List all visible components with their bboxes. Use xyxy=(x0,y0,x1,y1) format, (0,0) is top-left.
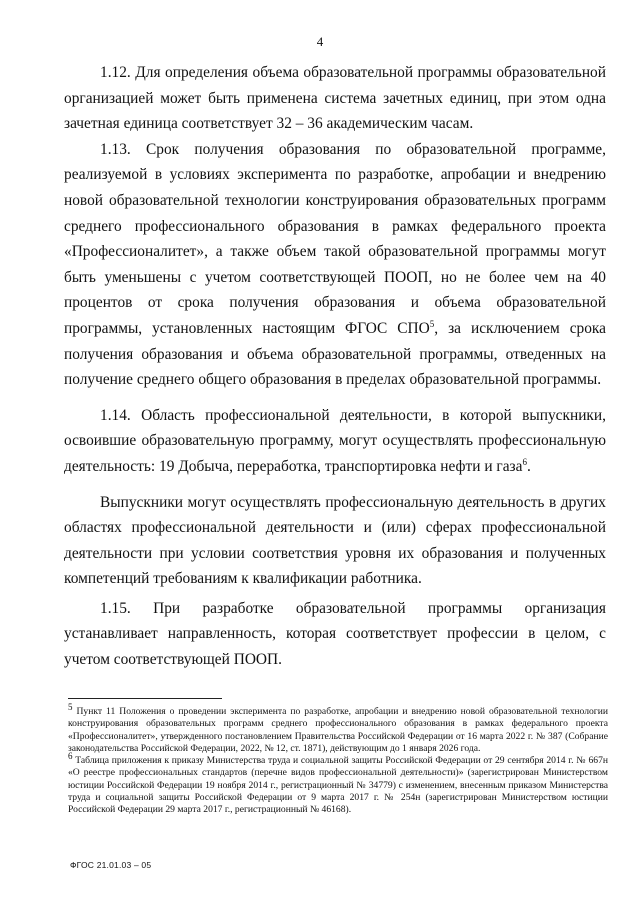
paragraph-1-15: 1.15. При разработке образовательной программы организация устанавливает направленность, которая соответствует профессии в целом, с учетом соответствующей ПООП. xyxy=(64,599,606,669)
footnote-5-text: Пункт 11 Положения о проведении эксперимента по разработке, апробации и внедрению новой образовательной технологии конструирования образовательных программ среднего профессионального образования в рамках федерального проекта «Профессионалитет», утвержденного постановлением Правительства Российской Федерации от 16 марта 2022 г. № 387 (Собрание законодательства Российской Федерации, 2022, № 12, ст. 1871), действующим до 1 января 2026 года. xyxy=(68,706,608,754)
footnote-ref-6: 6 xyxy=(522,456,527,467)
paragraph-1-13-text-end: , за исключением срока получения образования и объема образовательной программы, отведенных на получение среднего общего образования в пределах образовательной программы. xyxy=(64,319,606,389)
footnote-mark-6: 6 xyxy=(68,751,73,761)
footnote-6 xyxy=(68,751,608,816)
paragraph-1-13-text: 1.13. Срок получения образования по образовательной программе, реализуемой в условиях эксперимента по разработке, апробации и внедрению новой образовательной технологии конструирования образовательных программ среднего профессионального образования в рамках федерального проекта «Профессионалитет», а также объем такой образовательной программы могут быть уменьшены с учетом соответствующей ПООП, но не более чем на 40 процентов от срока получения образования и объема образовательной программы, установленных настоящим ФГОС СПО xyxy=(64,140,606,337)
paragraph-1-14 xyxy=(64,403,606,480)
page-number: 4 xyxy=(316,34,324,49)
footnote-5 xyxy=(68,701,608,755)
paragraph-1-13 xyxy=(64,137,606,393)
paragraph-graduates: Выпускники могут осуществлять профессиональную деятельность в других областях профессиональной деятельности и (или) сферах профессиональной деятельности при условии соответствия уровня их образования и полученных компетенций требованиям к квалификации работника. xyxy=(64,493,606,588)
footnote-ref-5: 5 xyxy=(429,318,435,329)
footnotes xyxy=(68,701,608,817)
footnote-separator xyxy=(68,698,222,699)
document-body xyxy=(64,60,606,673)
paragraph-1-14-text-end: . xyxy=(526,457,531,475)
footnote-6-text: Таблица приложения к приказу Министерства труда и социальной защиты Российской Федерации от 29 сентября 2014 г. № 667н «О реестре профессиональных стандартов (перечне видов профессиональной деятельности)» (зарегистрирован Министерством юстиции Российской Федерации 19 ноября 2014 г., регистрационный № 34779) с изменением, внесенным приказом Министерства труда и социальной защиты Российской Федерации от 9 марта 2017 г. № 254н (зарегистрирован Министерством юстиции Российской Федерации 29 марта 2017 г., регистрационный № 46168). xyxy=(68,755,608,816)
footnote-mark-5: 5 xyxy=(68,701,73,712)
paragraph-1-14-text: 1.14. Область профессиональной деятельности, в которой выпускники, освоившие образовательную программу, могут осуществлять профессиональную деятельность: 19 Добыча, переработка, транспортировка нефти и газа xyxy=(64,406,606,475)
document-code: ФГОС 21.01.03 – 05 xyxy=(70,860,152,870)
paragraph-1-12: 1.12. Для определения объема образовательной программы образовательной организацией может быть применена система зачетных единиц, при этом одна зачетная единица соответствует 32 – 36 академическим часам. xyxy=(64,64,606,133)
